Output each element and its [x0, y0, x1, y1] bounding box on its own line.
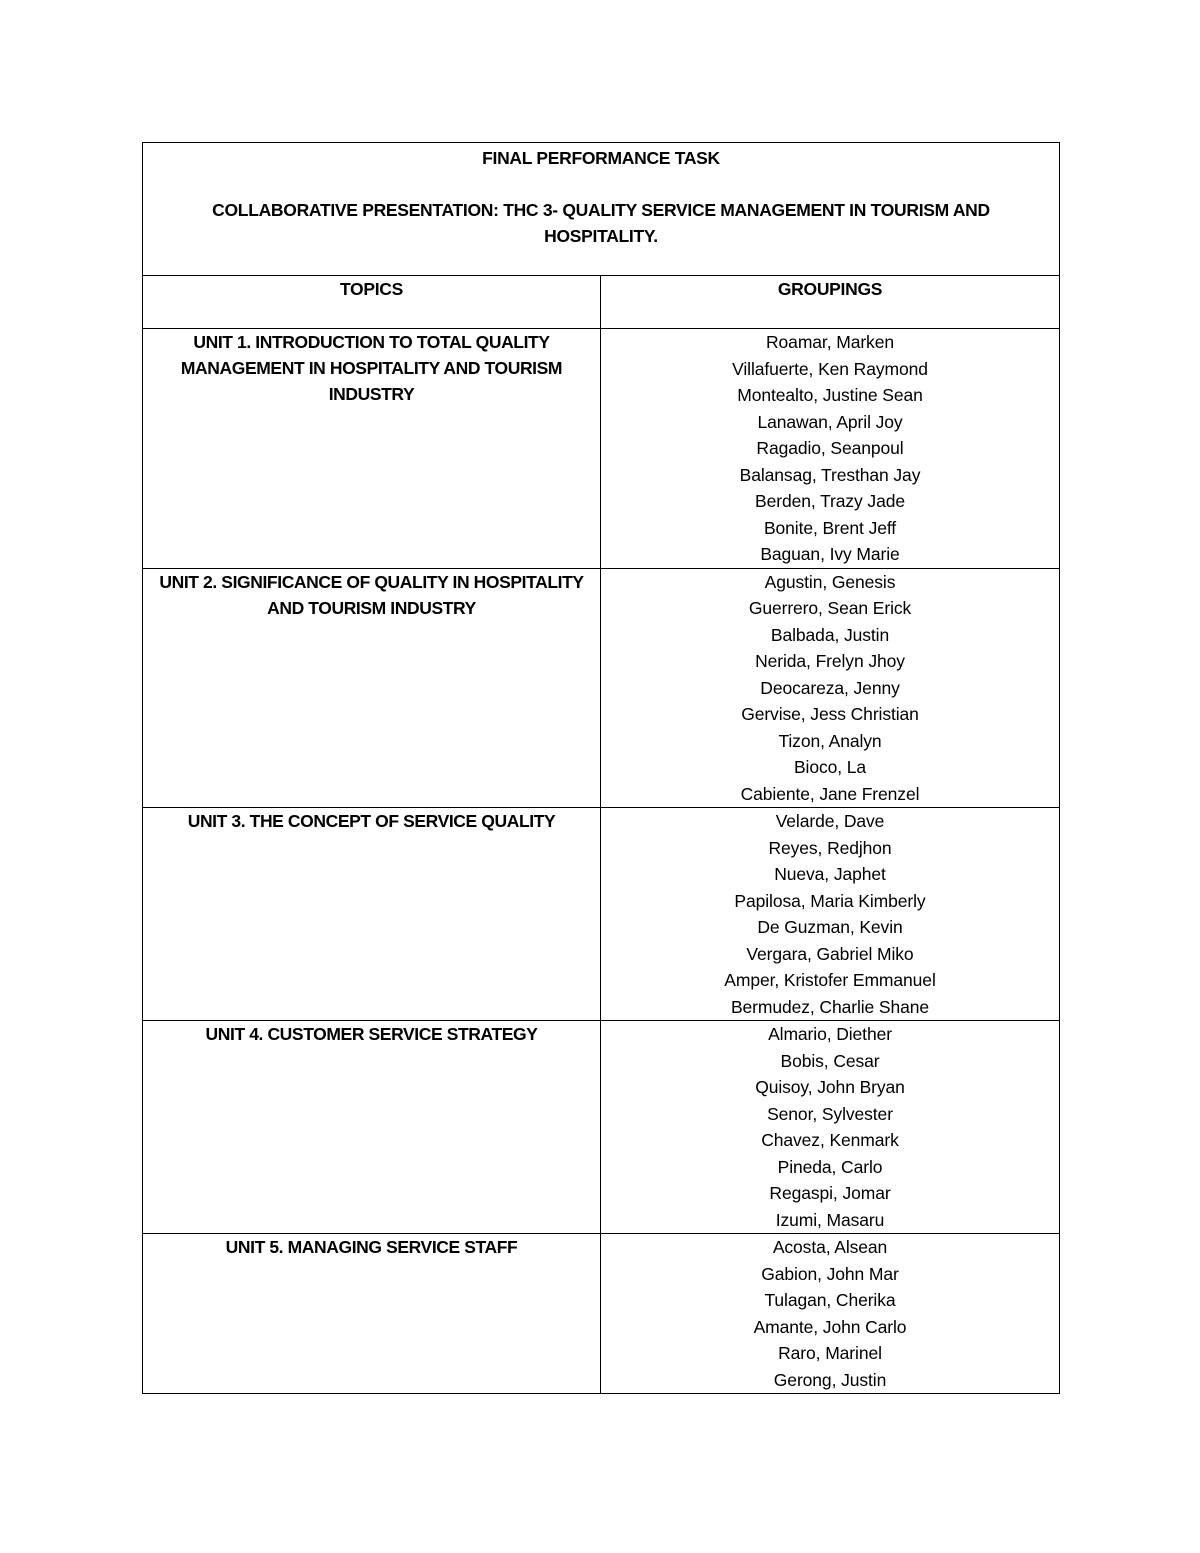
group-members [601, 808, 1060, 1021]
table-row [143, 1234, 1060, 1394]
unit-topic: UNIT 5. MANAGING SERVICE STAFF [143, 1234, 601, 1394]
table-row [143, 1021, 1060, 1234]
document-subtitle: COLLABORATIVE PRESENTATION: THC 3- QUALITY SERVICE MANAGEMENT IN TOURISM AND HOSPITALITY. [212, 200, 990, 246]
member-name: Bioco, La [793, 757, 867, 777]
document-header [143, 143, 1060, 276]
member-name: Bermudez, Charlie Shane [730, 996, 930, 1017]
member-name: Almario, Diether [768, 1024, 892, 1044]
member-name: Lanawan, April Joy [757, 411, 903, 432]
member-name: Acosta, Alsean [772, 1237, 888, 1257]
unit-topic: UNIT 4. CUSTOMER SERVICE STRATEGY [143, 1021, 601, 1234]
table-body [143, 143, 1060, 1394]
table-row [143, 329, 1060, 569]
member-name: Ragadio, Seanpoul [756, 438, 904, 458]
column-header-groupings: GROUPINGS [601, 276, 1060, 329]
member-name: Nueva, Japhet [774, 864, 886, 884]
member-name: Gabion, John Mar [761, 1263, 899, 1284]
member-name: De Guzman, Kevin [757, 917, 903, 937]
member-name: Tulagan, Cherika [764, 1290, 896, 1310]
group-members [601, 329, 1060, 569]
member-name: Senor, Sylvester [767, 1103, 893, 1124]
member-name: Amper, Kristofer Emmanuel [724, 970, 936, 990]
member-name: Bobis, Cesar [780, 1050, 880, 1071]
table-row [143, 808, 1060, 1021]
member-name: Baguan, Ivy Marie [760, 544, 900, 564]
group-members [601, 1021, 1060, 1234]
member-name: Balbada, Justin [770, 624, 890, 645]
unit-topic: UNIT 1. INTRODUCTION TO TOTAL QUALITY MANAGEMENT IN HOSPITALITY AND TOURISM INDUSTRY [143, 329, 601, 569]
unit-topic: UNIT 2. SIGNIFICANCE OF QUALITY IN HOSPITALITY AND TOURISM INDUSTRY [143, 568, 601, 808]
member-name: Gerong, Justin [773, 1369, 887, 1390]
member-name: Roamar, Marken [766, 332, 894, 352]
member-name: Villafuerte, Ken Raymond [732, 358, 928, 379]
member-name: Regaspi, Jomar [769, 1183, 891, 1203]
member-name: Berden, Trazy Jade [755, 491, 905, 511]
member-name: Montealto, Justine Sean [737, 385, 923, 405]
member-name: Bonite, Brent Jeff [763, 517, 897, 538]
group-members [601, 568, 1060, 808]
member-name: Tizon, Analyn [778, 730, 882, 751]
column-header-topics: TOPICS [143, 276, 601, 329]
member-name: Izumi, Masaru [775, 1209, 885, 1230]
member-name: Guerrero, Sean Erick [748, 598, 912, 618]
member-name: Cabiente, Jane Frenzel [740, 783, 920, 804]
member-name: Nerida, Frelyn Jhoy [755, 651, 905, 671]
document-title: FINAL PERFORMANCE TASK [482, 148, 720, 168]
member-name: Velarde, Dave [775, 811, 885, 831]
member-name: Reyes, Redjhon [768, 837, 892, 858]
member-name: Agustin, Genesis [764, 571, 896, 592]
group-members [601, 1234, 1060, 1394]
member-name: Quisoy, John Bryan [755, 1077, 905, 1097]
unit-topic: UNIT 3. THE CONCEPT OF SERVICE QUALITY [143, 808, 601, 1021]
member-name: Balansag, Tresthan Jay [739, 464, 921, 485]
header-row [143, 143, 1060, 276]
member-name: Deocareza, Jenny [760, 677, 900, 698]
grouping-table [142, 142, 1060, 1394]
member-name: Papilosa, Maria Kimberly [734, 890, 926, 911]
member-name: Pineda, Carlo [777, 1156, 883, 1177]
member-name: Chavez, Kenmark [761, 1130, 899, 1150]
column-header-row [143, 276, 1060, 329]
member-name: Vergara, Gabriel Miko [746, 943, 914, 964]
member-name: Amante, John Carlo [753, 1316, 907, 1337]
member-name: Gervise, Jess Christian [741, 704, 919, 724]
table-row [143, 568, 1060, 808]
member-name: Raro, Marinel [778, 1343, 882, 1363]
